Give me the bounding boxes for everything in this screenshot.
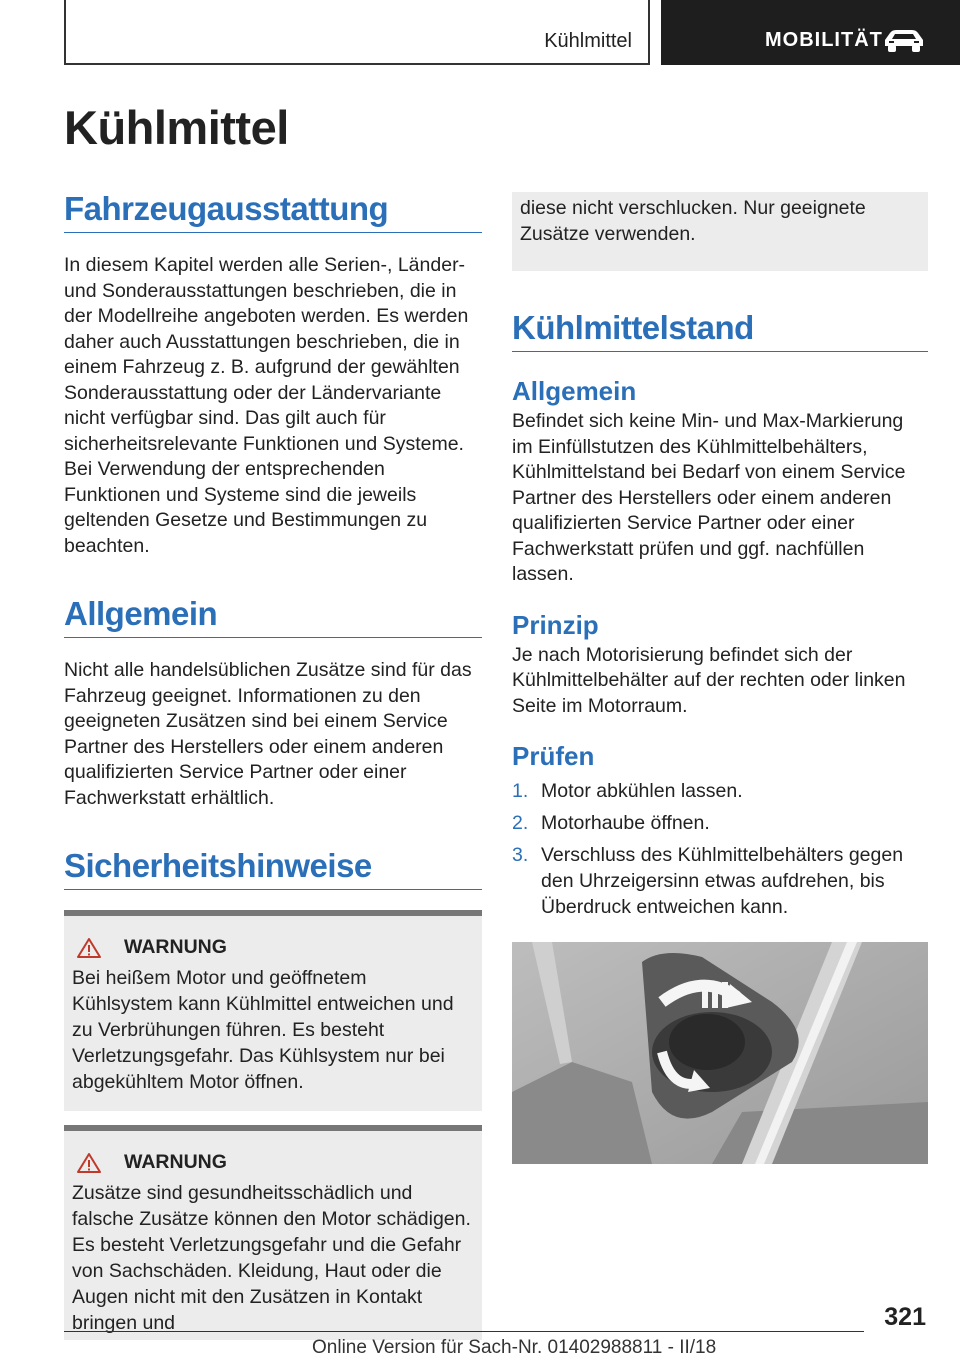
step-number: 3. bbox=[512, 844, 529, 866]
steps-list bbox=[512, 778, 928, 920]
fahrzeugausstattung-text: In diesem Kapitel werden alle Serien-, Länder- und Sonderausstattungen beschrieben, die in der Modellreihe angeboten werden. Es werden daher auch Ausstattungen beschrieben, die in einem Fahrzeug z. B. aufgrund der gewählten Sonderausstattung oder der Ländervariante nicht verfügbar sind. Das gilt auch für sicherheitsrelevante Funktionen und Systeme. Bei Verwendung der entsprechenden Funktionen und Systeme sind die jeweils geltenden Gesetze und Bestimmungen zu beachten. bbox=[64, 254, 469, 557]
warning-text-2: Zusätze sind gesundheitsschädlich und falsche Zusätze können den Motor schädigen. Es besteht Verletzungsgefahr und die Gefahr von Sachschäden. Kleidung, Haut oder die Augen nicht mit den Zusätzen in Kontakt bringen und bbox=[72, 1182, 471, 1334]
header-chapter-title: MOBILITÄT bbox=[765, 29, 883, 51]
warning-label-2: WARNUNG bbox=[124, 1151, 227, 1173]
list-item bbox=[512, 778, 928, 804]
step-text: Motorhaube öffnen. bbox=[541, 812, 710, 834]
heading-kuehlmittelstand: Kühlmittelstand bbox=[512, 309, 928, 352]
warning-continuation-box bbox=[512, 192, 928, 271]
car-icon bbox=[881, 28, 927, 54]
warning-triangle-icon bbox=[76, 1152, 102, 1174]
step-text: Verschluss des Kühlmittelbehälters gegen den Uhrzeigersinn etwas aufdrehen, bis Überdruck entweichen kann. bbox=[541, 844, 904, 918]
heading-allgemein: Allgemein bbox=[64, 595, 482, 638]
warning-header-1 bbox=[72, 936, 472, 959]
subheading-allgemein: Allgemein bbox=[512, 376, 637, 406]
header-section-box bbox=[64, 0, 650, 65]
left-column bbox=[64, 190, 482, 1340]
kuehlmittelstand-allgemein-text: Befindet sich keine Min- und Max-Markierung im Einfüllstutzen des Kühlmittelbehälters, Kühlmittelstand bei Bedarf von einem Service Partner des Herstellers oder einem anderen qualifizierten Service Partner oder einer Fachwerkstatt prüfen und ggf. nachfüllen lassen. bbox=[512, 410, 906, 585]
subheading-pruefen: Prüfen bbox=[512, 741, 595, 771]
header-chapter-box bbox=[661, 0, 960, 65]
right-column bbox=[512, 192, 928, 1169]
step-number: 2. bbox=[512, 812, 529, 834]
list-item bbox=[512, 810, 928, 836]
warning-box-1 bbox=[64, 910, 482, 1111]
warning-text-1: Bei heißem Motor und geöffnetem Kühlsystem kann Kühlmittel entweichen und zu Verbrühungen führen. Es besteht Verletzungsgefahr. Das Kühlsystem nur bei abgekühltem Motor öffnen. bbox=[72, 967, 454, 1093]
coolant-reservoir-image bbox=[512, 942, 928, 1164]
heading-fahrzeugausstattung: Fahrzeugausstattung bbox=[64, 190, 482, 233]
allgemein-text: Nicht alle handelsüblichen Zusätze sind für das Fahrzeug geeignet. Informationen zu den geeigneten Zusätzen sind bei einem Service Partner des Herstellers oder einem anderen qualifizierten Service Partner oder einer Fachwerkstatt erhältlich. bbox=[64, 659, 472, 809]
warning-header-2 bbox=[72, 1151, 472, 1174]
warning-continuation-text: diese nicht verschlucken. Nur geeignete Zusätze verwenden. bbox=[520, 197, 866, 245]
warning-box-2 bbox=[64, 1125, 482, 1340]
step-number: 1. bbox=[512, 780, 529, 802]
warning-label-1: WARNUNG bbox=[124, 936, 227, 958]
header-section-title: Kühlmittel bbox=[544, 30, 632, 52]
heading-sicherheitshinweise: Sicherheitshinweise bbox=[64, 847, 482, 890]
subheading-prinzip: Prinzip bbox=[512, 609, 599, 640]
footer-divider bbox=[64, 1331, 864, 1332]
step-text: Motor abkühlen lassen. bbox=[541, 780, 743, 802]
footer-text: Online Version für Sach-Nr. 01402988811 - II/18 bbox=[312, 1337, 717, 1358]
page-title: Kühlmittel bbox=[64, 101, 289, 154]
warning-triangle-icon bbox=[76, 937, 102, 959]
page-number: 321 bbox=[884, 1303, 926, 1331]
prinzip-text: Je nach Motorisierung befindet sich der Kühlmittelbehälter auf der rechten oder linken Seite im Motorraum. bbox=[512, 643, 906, 717]
list-item bbox=[512, 842, 928, 920]
